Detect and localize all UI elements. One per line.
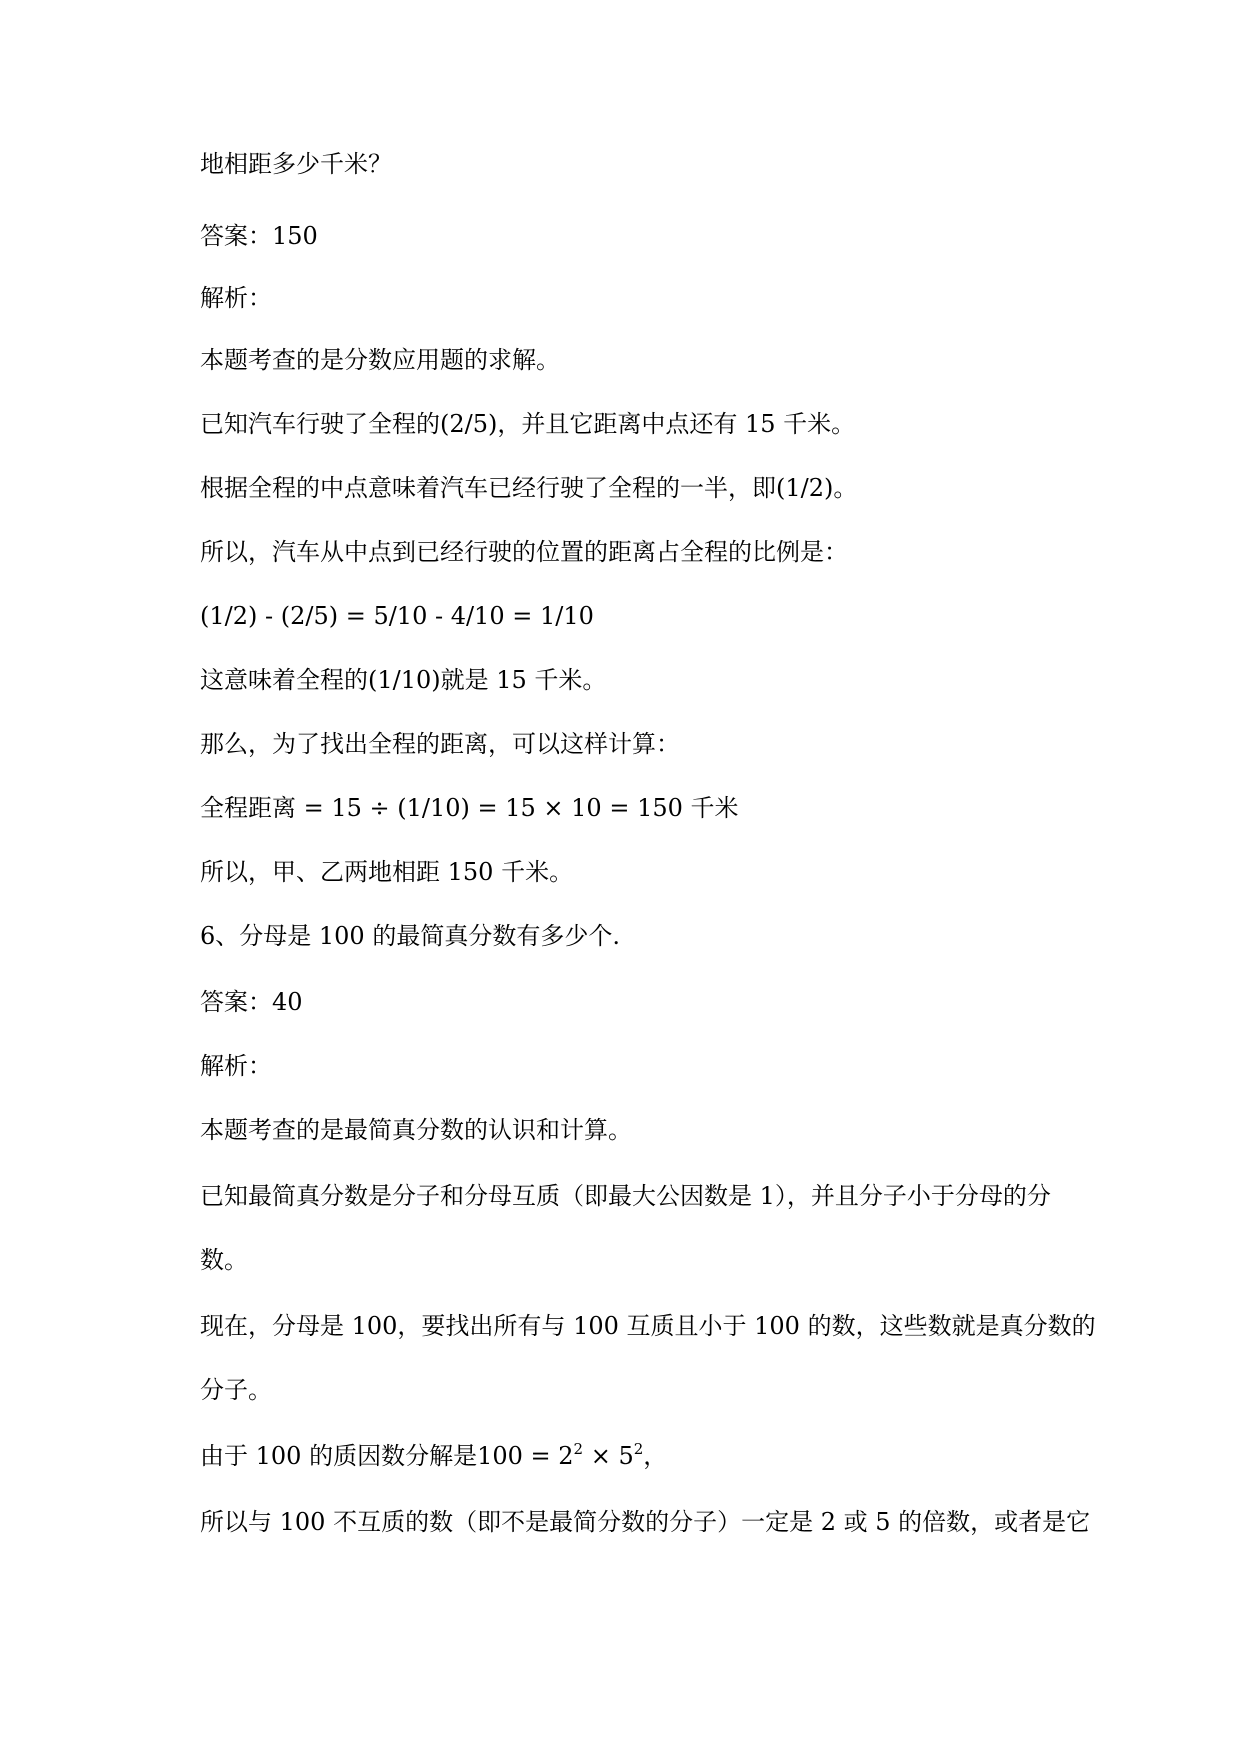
formula-base-5: 5 bbox=[618, 1442, 634, 1470]
text-line: 现在，分母是 100，要找出所有与 100 互质且小于 100 的数，这些数就是真分数的 bbox=[200, 1312, 1096, 1340]
equation-line: 全程距离 = 15 ÷ (1/10) = 15 × 10 = 150 千米 bbox=[200, 794, 739, 822]
answer-line: 答案：150 bbox=[200, 222, 318, 250]
formula-lhs: 100 bbox=[477, 1442, 523, 1470]
formula-equals: = bbox=[522, 1442, 559, 1470]
equation-line: (1/2) - (2/5) = 5/10 - 4/10 = 1/10 bbox=[200, 602, 594, 630]
text-line: 那么，为了找出全程的距离，可以这样计算： bbox=[200, 730, 680, 758]
text-line: 分子。 bbox=[200, 1376, 272, 1404]
formula-exponent: 2 bbox=[573, 1440, 584, 1458]
formula-exponent: 2 bbox=[633, 1440, 644, 1458]
question-line: 6、分母是 100 的最简真分数有多少个. bbox=[200, 922, 620, 950]
factorization-prefix: 由于 100 的质因数分解是 bbox=[200, 1442, 478, 1470]
formula-base-2: 2 bbox=[558, 1442, 574, 1470]
answer-line: 答案：40 bbox=[200, 988, 303, 1016]
formula-times: × bbox=[583, 1442, 619, 1470]
text-line: 所以，甲、乙两地相距 150 千米。 bbox=[200, 858, 574, 886]
analysis-heading: 解析： bbox=[200, 1052, 272, 1080]
text-line: 地相距多少千米？ bbox=[200, 150, 392, 178]
factorization-suffix: ， bbox=[643, 1442, 668, 1470]
text-line: 所以，汽车从中点到已经行驶的位置的距离占全程的比例是： bbox=[200, 538, 848, 566]
analysis-heading: 解析： bbox=[200, 284, 272, 312]
text-line: 本题考查的是最简真分数的认识和计算。 bbox=[200, 1116, 632, 1144]
text-line: 根据全程的中点意味着汽车已经行驶了全程的一半，即(1/2)。 bbox=[200, 474, 858, 502]
text-line: 数。 bbox=[200, 1246, 248, 1274]
text-line: 所以与 100 不互质的数（即不是最简分数的分子）一定是 2 或 5 的倍数，或者是它 bbox=[200, 1508, 1091, 1536]
text-line: 已知汽车行驶了全程的(2/5)，并且它距离中点还有 15 千米。 bbox=[200, 410, 856, 438]
factorization-line bbox=[200, 1440, 667, 1475]
text-line: 这意味着全程的(1/10)就是 15 千米。 bbox=[200, 666, 607, 694]
text-line: 本题考查的是分数应用题的求解。 bbox=[200, 346, 560, 374]
text-line: 已知最简真分数是分子和分母互质（即最大公因数是 1），并且分子小于分母的分 bbox=[200, 1182, 1051, 1210]
